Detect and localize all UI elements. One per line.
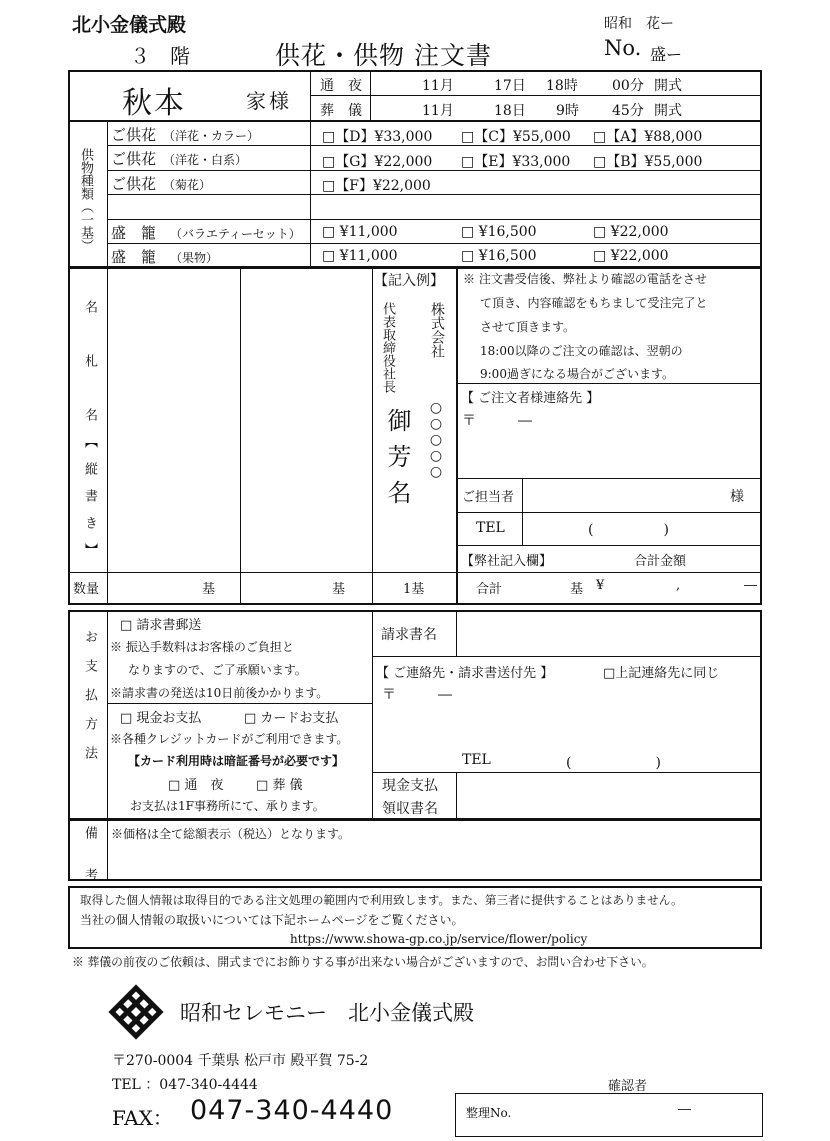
form-title: 供花・供物 注文書 [275, 41, 492, 70]
schedule-month: 11月 [422, 78, 454, 94]
tel-field[interactable]: ( ) [588, 522, 669, 538]
schedule-day: 17日 [494, 78, 526, 94]
example-person-title: 代表取締役社長 [380, 302, 395, 393]
product-name: 盛 籠 [111, 248, 157, 266]
company-name: 昭和セレモニー 北小金儀式殿 [180, 1001, 474, 1025]
family-suffix: 家様 [246, 89, 292, 113]
product-option[interactable]: □ ¥16,500 [461, 248, 537, 264]
schedule-day: 18日 [494, 103, 526, 119]
notice-line: 18:00以降のご注文の確認は、翌朝の [480, 344, 683, 358]
schedule-minute: 45分 [612, 103, 644, 119]
fax-number: 047-340-4440 [190, 1095, 394, 1126]
ref-label: 整理No. [466, 1106, 512, 1120]
example-circles: ○○○○○ [428, 400, 444, 480]
code-bottom: 盛ー [650, 45, 683, 64]
nameplate-side-label: 名 札 名【縦書き】 [82, 300, 97, 570]
product-option[interactable]: □ ¥16,500 [461, 224, 537, 240]
schedule-note: 開式 [654, 103, 682, 119]
venue-name: 北小金儀式殿 [72, 14, 187, 36]
notice-line: て頂き、内容確認をもちまして受注完了と [480, 296, 708, 310]
product-option[interactable]: □【A】¥88,000 [593, 129, 703, 145]
qty-label: 数量 [73, 582, 100, 597]
company-tel: TEL ：047-340-4444 [112, 1077, 258, 1093]
qty-unit: 基 [332, 582, 346, 597]
schedule-minute: 00分 [612, 78, 644, 94]
yen-sign: ¥ [596, 578, 605, 593]
privacy-line: 当社の個人情報の取扱いについては下記ホームページをご覧ください。 [80, 913, 464, 927]
funeral-option[interactable]: □ 葬 儀 [256, 778, 303, 793]
office-title: 【弊社記入欄】 [461, 554, 553, 569]
qty-unit: 基 [202, 582, 216, 597]
payment-side-label: お支払方法 [82, 630, 97, 775]
product-sub: （洋花・白系） [163, 153, 248, 167]
notice-line: ※ 注文書受信後、弊社より確認の電話をさせ [463, 272, 707, 286]
wake-option[interactable]: □ 通 夜 [168, 778, 224, 793]
product-name: 盛 籠 [111, 224, 157, 242]
total-amount-label: 合計金額 [634, 554, 687, 569]
fax-label: FAX： [112, 1106, 173, 1130]
total-label: 合計 [476, 582, 503, 597]
example-title: 【記入例】 [374, 273, 444, 289]
product-name: ご供花 [111, 126, 157, 144]
product-option[interactable]: □【C】¥55,000 [461, 129, 571, 145]
contact-tel-field[interactable]: ( ) [566, 755, 661, 771]
company-address: 〒270-0004 千葉県 松戸市 殿平賀 75-2 [112, 1053, 369, 1069]
dash-mark: ― [744, 578, 757, 593]
same-as-above-option[interactable]: □上記連絡先に同じ [603, 666, 720, 681]
product-sub: （洋花・カラー） [163, 129, 260, 143]
product-option[interactable]: □ ¥11,000 [322, 224, 398, 240]
invoice-mail-option[interactable]: □ 請求書郵送 [120, 618, 202, 633]
products-side-label: 供物種類（一基） [78, 148, 93, 252]
schedule-hour: 9時 [556, 103, 579, 119]
receipt-label: 領収書名 [382, 801, 438, 817]
card-note: ※各種クレジットカードがご利用できます。 [110, 732, 349, 746]
product-option[interactable]: □【F】¥22,000 [322, 178, 431, 194]
qty-example: 1基 [403, 582, 425, 597]
product-sub: （果物） [170, 251, 219, 265]
contact-postal[interactable]: 〒 ― [382, 687, 452, 703]
product-name: ご供花 [111, 175, 157, 193]
office-note: お支払は1F事務所にて、承ります。 [130, 799, 325, 813]
footer-note: ※ 葬儀の前夜のご依頼は、開式までにお飾りする事が出来ない場合がございますので、お問い合わせ下さい。 [72, 955, 654, 969]
example-company: 株式会社 [429, 302, 445, 358]
total-unit: 基 [570, 582, 584, 597]
confirm-label: 確認者 [608, 1079, 648, 1094]
person-label: ご担当者 [462, 490, 515, 505]
no-label: No. [604, 36, 642, 60]
schedule-month: 11月 [422, 103, 454, 119]
contact-tel-label: TEL [462, 752, 491, 768]
company-logo-icon [106, 982, 166, 1042]
product-sub: （菊花） [163, 178, 212, 192]
invoice-name-label: 請求書名 [381, 627, 437, 643]
notice-line: 9:00過ぎになる場合がございます。 [480, 367, 674, 381]
notice-line: させて頂きます。 [480, 320, 576, 334]
schedule-note: 開式 [654, 78, 682, 94]
cash-option[interactable]: □ 現金お支払 [120, 711, 202, 726]
nameplate-entry-1[interactable] [108, 267, 109, 572]
receipt-label: 現金支払 [382, 778, 438, 794]
fee-note: なりますので、ご了承願います。 [128, 663, 307, 677]
floor-label: ３ 階 [130, 44, 190, 68]
product-option[interactable]: □ ¥22,000 [593, 248, 669, 264]
code-top: 昭和 花ー [604, 16, 674, 32]
product-option[interactable]: □【B】¥55,000 [593, 154, 703, 170]
ref-dash: ― [678, 1102, 691, 1117]
tel-label: TEL [476, 520, 505, 536]
remarks-text: ※価格は全て総額表示（税込）となります。 [111, 827, 351, 841]
schedule-hour: 18時 [546, 78, 578, 94]
product-name: ご供花 [111, 150, 157, 168]
comma-mark: , [676, 578, 681, 593]
product-option[interactable]: □ ¥22,000 [593, 224, 669, 240]
schedule-event: 葬 儀 [320, 103, 362, 119]
contact-title: 【 ご連絡先・請求書送付先 】 [376, 666, 554, 681]
product-option[interactable]: □【E】¥33,000 [461, 154, 571, 170]
card-option[interactable]: □ カードお支払 [244, 711, 339, 726]
schedule-event: 通 夜 [320, 78, 362, 94]
privacy-line: 取得した個人情報は取得目的である注文処理の範囲内で利用致します。また、第三者に提供することはありません。 [80, 893, 683, 907]
orderer-postal[interactable]: 〒 ― [462, 413, 532, 429]
family-name: 秋本 [122, 86, 186, 121]
product-option[interactable]: □ ¥11,000 [322, 248, 398, 264]
remarks-side-label: 備 考 [82, 826, 97, 889]
fee-note: ※ 振込手数料はお客様のご負担と [110, 640, 294, 654]
privacy-url[interactable]: https://www.showa-gp.co.jp/service/flower/policy [290, 932, 588, 946]
product-option[interactable]: □【D】¥33,000 [322, 129, 433, 145]
product-option[interactable]: □【G】¥22,000 [322, 154, 433, 170]
pin-note: 【カード利用時は暗証番号が必要です】 [128, 754, 345, 768]
person-suffix: 様 [730, 489, 744, 505]
product-sub: （バラエティーセット） [170, 227, 301, 241]
orderer-title: 【 ご注文者様連絡先 】 [461, 391, 600, 406]
invoice-note: ※請求書の発送は10日前後かかります。 [110, 686, 329, 700]
example-big-text: 御芳名 [383, 408, 411, 516]
